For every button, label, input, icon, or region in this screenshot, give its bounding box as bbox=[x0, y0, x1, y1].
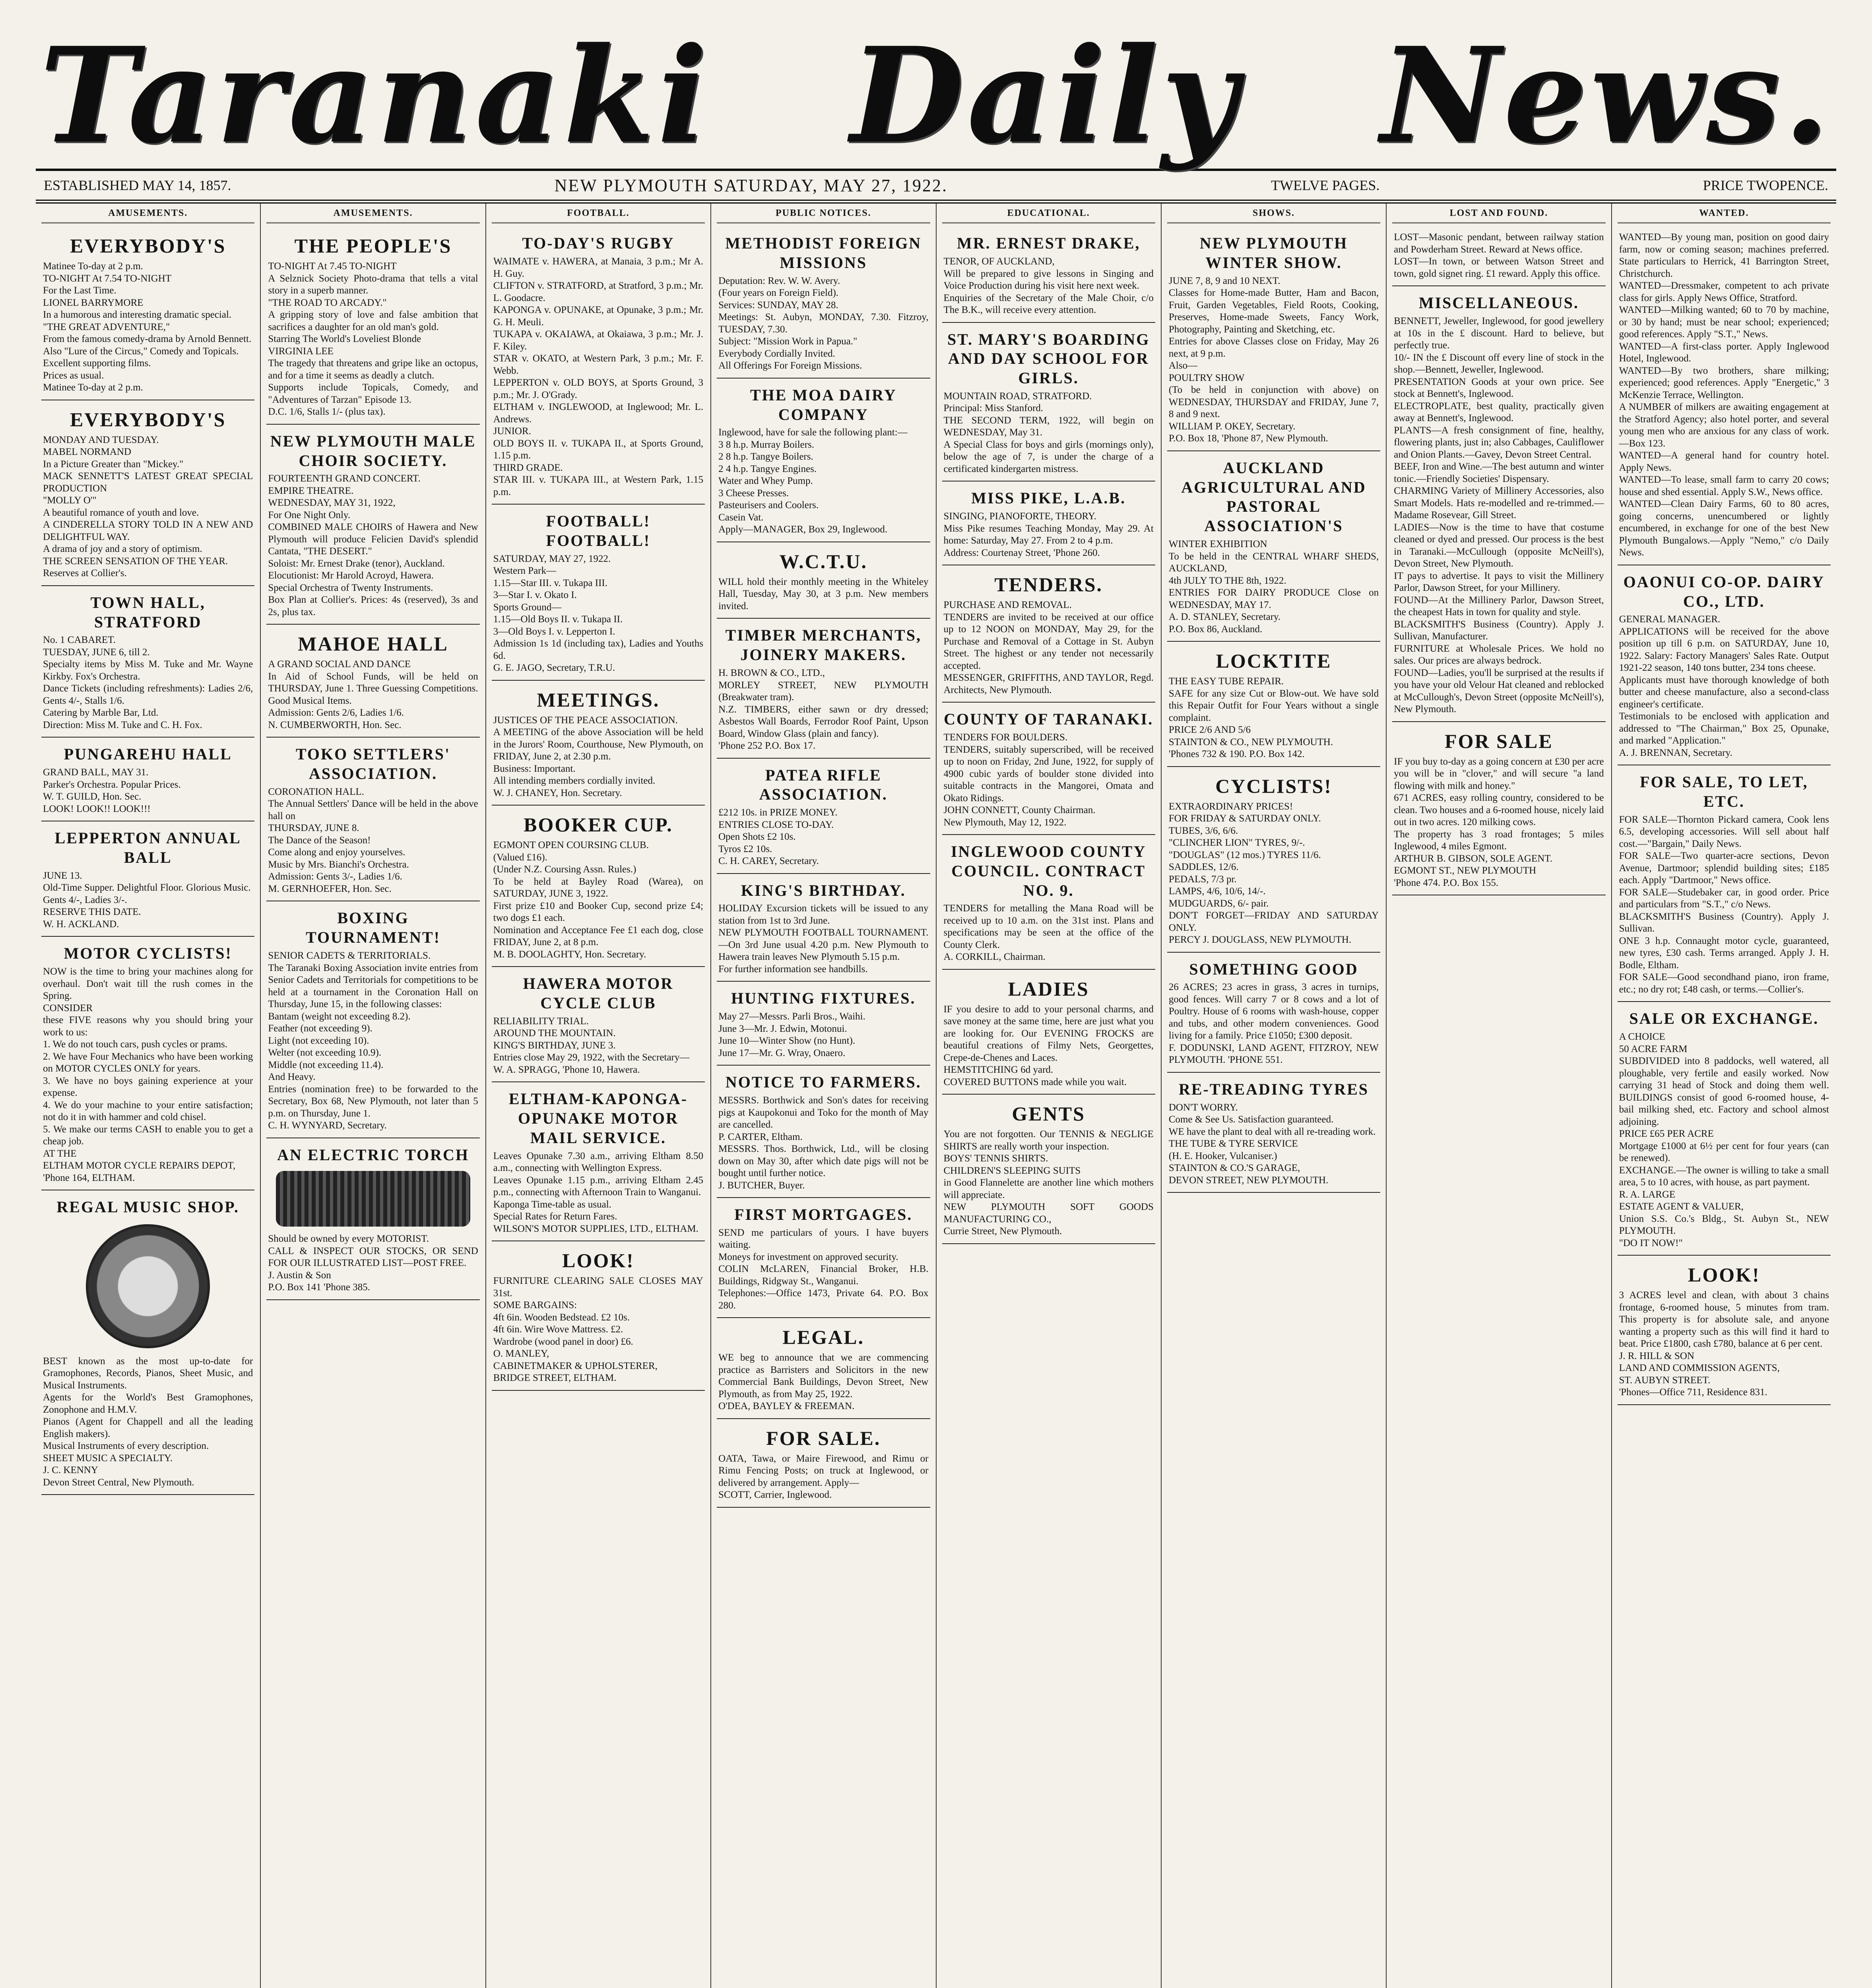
ad-body: You are not forgotten. Our TENNIS & NEGLIGE SHIRTS are really worth your inspection. BOYS' TENNIS SHIRTS. CHILDREN'S SLEEPING SUITS in Good Flannelette are another line which mothers will appreciate. NEW PLYMOUTH SOFT GOODS MANUFACTURING CO., Currie Street, New Plymouth. bbox=[943, 1129, 1154, 1237]
advertisement bbox=[942, 703, 1155, 835]
ad-title: EVERYBODY'S bbox=[70, 408, 226, 431]
ad-title: TOWN HALL, STRATFORD bbox=[90, 593, 206, 631]
ad-body: FURNITURE CLEARING SALE CLOSES MAY 31st. SOME BARGAINS: 4ft 6in. Wooden Bedstead. £2 10s. 4ft 6in. Wire Wove Mattress. £2. Wardrobe (wood panel in door) £6. O. MANLEY, CABINETMAKER & UPHOLSTERER, BRIDGE STREET, ELTHAM. bbox=[493, 1276, 704, 1384]
ad-title: LEGAL. bbox=[782, 1326, 865, 1349]
advertisement bbox=[942, 323, 1155, 482]
advertisement bbox=[942, 835, 1155, 970]
column-header: SHOWS. bbox=[1167, 204, 1380, 223]
advertisement bbox=[717, 1198, 930, 1318]
ad-body: TO-NIGHT At 7.45 TO-NIGHT A Selznick Society Photo-drama that tells a vital story in a superb manner. "THE ROAD TO ARCADY." A gripping story of love and false ambition that sacrifices a daughter for an old man's gold. Starring The World's Loveliest Blonde VIRGINIA LEE The tragedy that threatens and gripe like an octopus, and for a time it seems as deadly a clutch. Supports include Topicals, Comedy, and "Adventures of Tarzan" Episode 13. D.C. 1/6, Stalls 1/- (plus tax). bbox=[268, 261, 478, 417]
ad-body: WE beg to announce that we are commencing practice as Barristers and Solicitors in the new Commercial Bank Buildings, Devon Street, New Plymouth, as from May 25, 1922. O'DEA, BAYLEY & FREEMAN. bbox=[718, 1352, 929, 1412]
ad-title: FOR SALE, TO LET, ETC. bbox=[1640, 773, 1808, 811]
advertisement bbox=[492, 227, 705, 505]
ad-body: LOST—Masonic pendant, between railway station and Powderham Street. Reward at News office. LOST—In town, or between Watson Street and town, gold signet ring. £1 reward. Apply this office. bbox=[1394, 232, 1604, 279]
ad-body: IF you buy to-day as a going concern at £30 per acre you will be in "clover," and will secure "a land flowing with milk and honey." 671 ACRES, easy rolling country, considered to be clean. Two houses and a 6-roomed house, nicely laid out in two acres. 120 milking cows. The property has 3 road frontages; 5 miles Inglewood, 4 miles Egmont. ARTHUR B. GIBSON, SOLE AGENT. EGMONT ST., NEW PLYMOUTH 'Phone 474. P.O. Box 155. bbox=[1394, 756, 1604, 888]
ad-title: THE PEOPLE'S bbox=[294, 235, 452, 257]
ad-title: LADIES bbox=[1008, 977, 1089, 1000]
ad-title: BOXING TOURNAMENT! bbox=[306, 909, 441, 947]
advertisement bbox=[1392, 722, 1605, 896]
ad-body: £212 10s. in PRIZE MONEY. ENTRIES CLOSE TO-DAY. Open Shots £2 10s. Tyros £2 10s. C. H. CAREY, Secretary. bbox=[718, 807, 838, 867]
advertisement bbox=[1392, 286, 1605, 722]
advertisement bbox=[492, 806, 705, 967]
column-header: PUBLIC NOTICES. bbox=[717, 204, 930, 223]
advertisement bbox=[717, 874, 930, 982]
ad-body: RELIABILITY TRIAL. AROUND THE MOUNTAIN. KING'S BIRTHDAY, JUNE 3. Entries close May 29, 1922, with the Secretary— W. A. SPRAGG, 'Phone 10, Hawera. bbox=[493, 1015, 690, 1075]
ad-body: GENERAL MANAGER. APPLICATIONS will be received for the above position up till 6 p.m. on SATURDAY, June 10, 1922. Salary: Factory Managers' Sales Rate. Output 1921-22 season, 140 tons butter, 234 tons cheese. Applicants must have thorough knowledge of both butter and cheese manufacture, also a second-class engineer's certificate. Testimonials to be enclosed with application and addressed to "The Chairman," Box 25, Opunake, and marked "Application." A. J. BRENNAN, Secretary. bbox=[1619, 614, 1829, 758]
advertisement bbox=[1167, 451, 1380, 642]
ad-body: MOUNTAIN ROAD, STRATFORD. Principal: Miss Stanford. THE SECOND TERM, 1922, will begin on WEDNESDAY, May 31. A Special Class for boys and girls (mornings only), below the age of 7, is under the charge of a certificated kindergarten mistress. bbox=[943, 390, 1154, 474]
column-header: WANTED. bbox=[1618, 204, 1831, 223]
ad-body: A CHOICE 50 ACRE FARM SUBDIVIDED into 8 paddocks, well watered, all ploughable, very fertile and easily worked. Now carrying 31 head of Stock and doing them well. BUILDINGS consist of good 6-roomed house, 4-bail milking shed, etc. Factory and school almost adjoining. PRICE £65 PER ACRE Mortgage £1000 at 6½ per cent for four years (can be renewed). EXCHANGE.—The owner is willing to take a small area, 5 to 10 acres, with house, as part payment. R. A. LARGE ESTATE AGENT & VALUER, Union S.S. Co.'s Bldg., St. Aubyn St., NEW PLYMOUTH. "DO IT NOW!" bbox=[1619, 1031, 1829, 1248]
ad-body: EXTRAORDINARY PRICES! FOR FRIDAY & SATURDAY ONLY. TUBES, 3/6, 6/6. "CLINCHER LION" TYRES, 9/-. "DOUGLAS" (12 mos.) TYRES 11/6. SADDLES, 12/6. PEDALS, 7/3 pr. LAMPS, 4/6, 10/6, 14/-. MUDGUARDS, 6/- pair. DON'T FORGET—FRIDAY AND SATURDAY ONLY. PERCY J. DOUGLASS, NEW PLYMOUTH. bbox=[1168, 801, 1379, 945]
advertisement bbox=[717, 1066, 930, 1198]
advertisement bbox=[492, 681, 705, 806]
dateline bbox=[36, 173, 1836, 198]
ad-body: OATA, Tawa, or Maire Firewood, and Rimu or Rimu Fencing Posts; on truck at Inglewood, or delivered by arrangement. Apply— SCOTT, Carrier, Inglewood. bbox=[718, 1453, 929, 1501]
ad-title: AN ELECTRIC TORCH bbox=[277, 1145, 469, 1164]
advertisement bbox=[41, 738, 254, 821]
ad-body: BENNETT, Jeweller, Inglewood, for good jewellery at 10s in the £ discount. Hard to believe, but perfectly true. 10/- IN the £ Discount off every line of stock in the shop.—Bennett, Jeweller, Inglewood. PRESENTATION Goods at your own price. See stock at Bennett's, Inglewood. ELECTROPLATE, best quality, practically given away at Bennett's, Inglewood. PLANTS—A fresh consignment of fine, healthy, flowering plants, just in; also Cabbages, Cauliflower and Onion Plants.—Gavey, Devon Street Central. BEEF, Iron and Wine.—The best autumn and winter tonic.—Friendly Societies' Dispensary. CHARMING Variety of Millinery Accessories, also Smart Models. Hats re-modelled and re-trimmed.—Madame Rosevear, Gill Street. LADIES—Now is the time to have that costume cleaned or dyed and pressed. Our process is the best in Taranaki.—McCullough (opposite McNeill's), Devon Street, New Plymouth. IT pays to advertise. It pays to visit the Millinery Parlor, Dawson Street, for your Millinery. FOUND—At the Millinery Parlor, Dawson Street, the cheapest Hats in town for quality and style. BLACKSMITH'S Business (Country). Apply J. Sullivan, Manufacturer. FURNITURE at Wholesale Prices. We hold no sales. Our prices are always bedrock. FOUND—Ladies, you'll be surprised at the results if you have your old Velour Hat cleaned and reblocked at McCullough's, Devon Street (opposite McNeill's), New Plymouth. bbox=[1394, 316, 1604, 715]
ad-body: Deputation: Rev. W. W. Avery. (Four years on Foreign Field). Services: SUNDAY, MAY 28. Meetings: St. Aubyn, MONDAY, 7.30. Fitzroy, TUESDAY, 7.30. Subject: "Mission Work in Papua." Everybody Cordially Invited. All Offerings For Foreign Missions. bbox=[718, 275, 929, 371]
advertisement bbox=[492, 1082, 705, 1241]
ad-title: NOTICE TO FARMERS. bbox=[725, 1073, 921, 1091]
masthead-title-right: News. bbox=[1380, 18, 1832, 173]
column-7 bbox=[1387, 204, 1612, 1988]
ad-body: SENIOR CADETS & TERRITORIALS. The Taranaki Boxing Association invite entries from Senior Cadets and Territorials for competitions to be held at a tournament in the Coronation Hall on Thursday, June 15, in the following classes: Bantam (weight not exceeding 8.2). Feather (not exceeding 9). Light (not exceeding 10). Welter (not exceeding 10.9). Middle (not exceeding 11.4). And Heavy. Entries (nomination free) to be forwarded to the Secretary, Box 68, New Plymouth, not later than 5 p.m. on Thursday, June 1. C. H. WYNYARD, Secretary. bbox=[268, 950, 478, 1131]
ad-body: PURCHASE AND REMOVAL. TENDERS are invited to be received at our office up to 12 NOON on MONDAY, May 29, for the Purchase and Removal of a Cottage in St. Aubyn Street. The highest or any tender not necessarily accepted. MESSENGER, GRIFFITHS, AND TAYLOR, Regd. Architects, New Plymouth. bbox=[943, 600, 1154, 695]
ad-body: DON'T WORRY. Come & See Us. Satisfaction guaranteed. WE have the plant to deal with all re-treading work. THE TUBE & TYRE SERVICE (H. E. Hooker, Vulcaniser.) STAINTON & CO.'S GARAGE, DEVON STREET, NEW PLYMOUTH. bbox=[1168, 1102, 1376, 1186]
ad-body: No. 1 CABARET. TUESDAY, JUNE 6, till 2. Specialty items by Miss M. Tuke and Mr. Wayne Kirkby. Fox's Orchestra. Dance Tickets (including refreshments): Ladies 2/6, Gents 4/-, Stalls 1/6. Catering by Marble Bar, Ltd. Direction: Miss M. Tuke and C. H. Fox. bbox=[43, 635, 253, 730]
advertisement bbox=[717, 619, 930, 758]
ad-body: WINTER EXHIBITION To be held in the CENTRAL WHARF SHEDS, AUCKLAND, 4th JULY TO THE 8th, 1922. ENTRIES FOR DAIRY PRODUCE Close on WEDNESDAY, MAY 17. A. D. STANLEY, Secretary. P.O. Box 86, Auckland. bbox=[1168, 539, 1379, 635]
ad-title: AUCKLAND AGRICULTURAL AND PASTORAL ASSOCIATION'S bbox=[1181, 458, 1366, 535]
column-1 bbox=[36, 204, 261, 1988]
ad-title: ELTHAM-KAPONGA-OPUNAKE MOTOR MAIL SERVICE. bbox=[508, 1090, 688, 1147]
ad-title: SOMETHING GOOD bbox=[1189, 960, 1358, 978]
issue-date: NEW PLYMOUTH SATURDAY, MAY 27, 1922. bbox=[554, 175, 948, 195]
advertisement bbox=[266, 738, 479, 901]
advertisement bbox=[41, 227, 254, 400]
ad-title: FOOTBALL! FOOTBALL! bbox=[546, 512, 651, 549]
price: PRICE TWOPENCE. bbox=[1703, 177, 1828, 193]
advertisement bbox=[41, 937, 254, 1190]
ad-title: KING'S BIRTHDAY. bbox=[741, 881, 906, 899]
advertisement bbox=[717, 759, 930, 874]
ad-body: 3 ACRES level and clean, with about 3 chains frontage, 6-roomed house, 5 minutes from tram. This property is for absolute sale, and anyone wanting a property such as this will find it hard to beat. Price £1800, cash £780, balance at 6 per cent. J. R. HILL & SON LAND AND COMMISSION AGENTS, ST. AUBYN STREET. 'Phones—Office 711, Residence 831. bbox=[1619, 1290, 1829, 1398]
ad-title: MISS PIKE, L.A.B. bbox=[971, 489, 1126, 507]
ad-body: Leaves Opunake 7.30 a.m., arriving Eltham 8.50 a.m., connecting with Wellington Express. Leaves Opunake 1.15 p.m., arriving Eltham 2.45 p.m., connecting with Afternoon Train to Wanganui. Kaponga Time-table as usual. Special Rates for Return Fares. WILSON'S MOTOR SUPPLIES, LTD., ELTHAM. bbox=[493, 1150, 704, 1234]
his-masters-voice-logo bbox=[86, 1224, 210, 1348]
masthead-title-left: Taranaki bbox=[40, 18, 711, 173]
ad-title: FOR SALE. bbox=[766, 1427, 881, 1449]
column-header: AMUSEMENTS. bbox=[41, 204, 254, 223]
ad-title: LOOK! bbox=[1688, 1264, 1760, 1286]
advertisement bbox=[717, 379, 930, 542]
column-4 bbox=[711, 204, 936, 1988]
advertisement bbox=[1167, 953, 1380, 1073]
ad-title: TO-DAY'S RUGBY bbox=[522, 234, 675, 252]
ad-title: LOCKTITE bbox=[1216, 650, 1332, 672]
column-8 bbox=[1612, 204, 1836, 1988]
ad-title: EVERYBODY'S bbox=[70, 235, 226, 257]
dateline-rule bbox=[36, 200, 1836, 201]
ad-title: PATEA RIFLE ASSOCIATION. bbox=[759, 766, 888, 804]
ad-body: HOLIDAY Excursion tickets will be issued to any station from 1st to 3rd June. NEW PLYMOUTH FOOTBALL TOURNAMENT.—On 3rd June usual 4.20 p.m. New Plymouth to Hawera train leaves New Plymouth 5.15 p.m. For further information see handbills. bbox=[718, 903, 929, 975]
ad-title: FIRST MORTGAGES. bbox=[734, 1206, 913, 1224]
advertisement bbox=[1618, 1256, 1831, 1405]
ad-body: Should be owned by every MOTORIST. CALL & INSPECT OUR STOCKS, OR SEND FOR OUR ILLUSTRATED LIST—POST FREE. J. Austin & Son P.O. Box 141 'Phone 385. bbox=[268, 1233, 478, 1293]
columns-container bbox=[36, 202, 1836, 1988]
ad-body: Inglewood, have for sale the following plant:— 3 8 h.p. Murray Boilers. 2 8 h.p. Tangye Boilers. 2 4 h.p. Tangye Engines. Water and Whey Pump. 3 Cheese Presses. Pasteurisers and Coolers. Casein Vat. Apply—MANAGER, Box 29, Inglewood. bbox=[718, 427, 908, 535]
advertisement bbox=[717, 1419, 930, 1508]
ad-body: GRAND BALL, MAY 31. Parker's Orchestra. Popular Prices. W. T. GUILD, Hon. Sec. LOOK! LOOK!! LOOK!!! bbox=[43, 767, 181, 814]
established-date: ESTABLISHED MAY 14, 1857. bbox=[44, 177, 231, 193]
ad-title: HUNTING FIXTURES. bbox=[731, 989, 916, 1008]
advertisement bbox=[1167, 227, 1380, 451]
advertisement bbox=[1167, 642, 1380, 767]
column-6 bbox=[1162, 204, 1387, 1988]
advertisement bbox=[266, 227, 479, 425]
advertisement bbox=[942, 481, 1155, 565]
column-3 bbox=[486, 204, 711, 1988]
ad-title: W.C.T.U. bbox=[779, 550, 867, 573]
ad-title: TOKO SETTLERS' ASSOCIATION. bbox=[295, 745, 451, 783]
ad-body: MESSRS. Borthwick and Son's dates for receiving pigs at Kaupokonui and Toko for the month of May are cancelled. P. CARTER, Eltham. MESSRS. Thos. Borthwick, Ltd., will be closing down on May 30, after which date pigs will not be bought until further notice. J. BUTCHER, Buyer. bbox=[718, 1095, 929, 1191]
ad-title: OAONUI CO-OP. DAIRY CO., LTD. bbox=[1623, 573, 1825, 610]
advertisement bbox=[1392, 227, 1605, 286]
ad-title: MISCELLANEOUS. bbox=[1418, 294, 1579, 312]
masthead-title-center: Daily bbox=[850, 18, 1241, 173]
advertisement bbox=[942, 227, 1155, 322]
advertisement bbox=[1167, 1073, 1380, 1193]
ad-title: RE-TREADING TYRES bbox=[1178, 1080, 1369, 1098]
ad-title: CYCLISTS! bbox=[1215, 775, 1332, 797]
ad-title: BOOKER CUP. bbox=[524, 813, 673, 836]
electric-torch-illustration bbox=[276, 1171, 470, 1227]
ad-title: ST. MARY'S BOARDING AND DAY SCHOOL FOR GIRLS. bbox=[947, 330, 1150, 387]
advertisement bbox=[266, 625, 479, 738]
ad-body: WANTED—By young man, position on good dairy farm, now or coming season; machines preferred. State particulars to Herrick, 41 Barrington Street, Christchurch. WANTED—Dressmaker, competent to ach private class for girls. Apply News Office, Stratford. WANTED—Milking wanted; 60 to 70 by machine, or 30 by hand; must be near school; experienced; good references. Apply "S.T.," News. WANTED—A first-class porter. Apply Inglewood Hotel, Inglewood. WANTED—By two brothers, share milking; experienced; good references. Apply "Energetic," 3 McKenzie Terrace, Wellington. A NUMBER of milkers are awaiting engagement at the Stratford Agency; also hotel porter, and several young men who are anxious for any class of work.—Box 123. WANTED—A general hand for country hotel. Apply News. WANTED—To lease, small farm to carry 20 cows; house and shed essential. Apply S.W., News office. WANTED—Clean Dairy Farms, 60 to 80 acres, going concerns, unencumbered or lightly encumbered, in exchange for one of the best New Plymouth Bungalows.—Apply "Nemo," c/o Daily News. bbox=[1619, 232, 1829, 558]
ad-title: TIMBER MERCHANTS, JOINERY MAKERS. bbox=[725, 626, 921, 664]
column-header: FOOTBALL. bbox=[492, 204, 705, 223]
advertisement bbox=[1618, 1002, 1831, 1256]
advertisement bbox=[717, 542, 930, 619]
ad-body: JUSTICES OF THE PEACE ASSOCIATION. A MEETING of the above Association will be held in the Jurors' Room, Courthouse, New Plymouth, on FRIDAY, June 2, at 2.30 p.m. Business: Important. All intending members cordially invited. W. J. CHANEY, Hon. Secretary. bbox=[493, 714, 704, 798]
ad-body: CORONATION HALL. The Annual Settlers' Dance will be held in the above hall on THURSDAY, JUNE 8. The Dance of the Season! Come along and enjoy yourselves. Music by Mrs. Bianchi's Orchestra. Admission: Gents 3/-, Ladies 1/6. M. GERNHOEFER, Hon. Sec. bbox=[268, 786, 478, 894]
ad-body: BEST known as the most up-to-date for Gramophones, Records, Pianos, Sheet Music, and Musical Instruments. Agents for the World's Best Gramophones, Zonophone and H.M.V. Pianos (Agent for Chappell and all the leading English makers). Musical Instruments of every description. SHEET MUSIC A SPECIALTY. J. C. KENNY Devon Street Central, New Plymouth. bbox=[43, 1355, 253, 1488]
ad-title: INGLEWOOD COUNTY COUNCIL. CONTRACT NO. 9. bbox=[951, 843, 1146, 899]
advertisement bbox=[266, 425, 479, 625]
ad-body: TENDERS FOR BOULDERS. TENDERS, suitably superscribed, will be received up to noon on Friday, 2nd June, 1922, for supply of 4900 cubic yards of boulder stone divided into suitable contracts in the Mangorei, Omata and Okato Ridings. JOHN CONNETT, County Chairman. New Plymouth, May 12, 1922. bbox=[943, 732, 1154, 828]
ad-body: TENDERS for metalling the Mana Road will be received up to 10 a.m. on the 31st inst. Plans and specifications may be seen at the office of the County Clerk. A. CORKILL, Chairman. bbox=[943, 903, 1154, 963]
ad-body: WAIMATE v. HAWERA, at Manaia, 3 p.m.; Mr A. H. Guy. CLIFTON v. STRATFORD, at Stratford, 3 p.m.; Mr. L. Goodacre. KAPONGA v. OPUNAKE, at Opunake, 3 p.m.; Mr. G. H. Meuli. TUKAPA v. OKAIAWA, at Okaiawa, 3 p.m.; Mr. J. F. Kiley. STAR v. OKATO, at Western Park, 3 p.m.; Mr. F. Webb. LEPPERTON v. OLD BOYS, at Sports Ground, 3 p.m.; Mr. J. O'Grady. ELTHAM v. INGLEWOOD, at Inglewood; Mr. L. Andrews. JUNIOR. OLD BOYS II. v. TUKAPA II., at Sports Ground, 1.15 p.m. THIRD GRADE. STAR III. v. TUKAPA III., at Western Park, 1.15 p.m. bbox=[493, 256, 704, 497]
ad-body: EGMONT OPEN COURSING CLUB. (Valued £16). (Under N.Z. Coursing Assn. Rules.) To be held at Bayley Road (Warea), on SATURDAY, JUNE 3, 1922. First prize £10 and Booker Cup, second prize £4; two dogs £1 each. Nomination and Acceptance Fee £1 each dog, close FRIDAY, June 2, at 8 p.m. M. B. DOOLAGHTY, Hon. Secretary. bbox=[493, 840, 704, 960]
advertisement bbox=[717, 1318, 930, 1419]
column-2 bbox=[261, 204, 486, 1988]
ad-title: LOOK! bbox=[562, 1249, 634, 1272]
ad-body: TENOR, OF AUCKLAND, Will be prepared to give lessons in Singing and Voice Production during his visit here next week. Enquiries of the Secretary of the Male Choir, c/o The B.K., will receive every attention. bbox=[943, 256, 1154, 316]
ad-title: PUNGAREHU HALL bbox=[64, 745, 232, 763]
ad-title: MEETINGS. bbox=[537, 688, 660, 711]
advertisement bbox=[717, 227, 930, 379]
advertisement bbox=[942, 565, 1155, 703]
advertisement bbox=[41, 400, 254, 586]
column-header: LOST AND FOUND. bbox=[1392, 204, 1605, 223]
ad-body: JUNE 7, 8, 9 and 10 NEXT. Classes for Home-made Butter, Ham and Bacon, Fruit, Garden Vegetables, Field Roots, Cooking, Preserves, Home-made Sweets, Fancy Work, Photography, Painting and Sketching, etc. Entries for above Classes close on Friday, May 26 next, at 9 p.m. Also— POULTRY SHOW (To be held in conjunction with above) on WEDNESDAY, THURSDAY and FRIDAY, June 7, 8 and 9 next. WILLIAM P. OKEY, Secretary. P.O. Box 18, 'Phone 87, New Plymouth. bbox=[1168, 275, 1379, 444]
advertisement bbox=[1618, 765, 1831, 1002]
advertisement bbox=[942, 1095, 1155, 1244]
advertisement bbox=[266, 901, 479, 1138]
ad-body: THE EASY TUBE REPAIR. SAFE for any size Cut or Blow-out. We have sold this Repair Outfit for Four Years without a single complaint. PRICE 2/6 AND 5/6 STAINTON & CO., NEW PLYMOUTH. 'Phones 732 & 190. P.O. Box 142. bbox=[1168, 676, 1379, 760]
advertisement bbox=[1618, 565, 1831, 766]
ad-title: NEW PLYMOUTH MALE CHOIR SOCIETY. bbox=[270, 432, 476, 470]
ad-title: MR. ERNEST DRAKE, bbox=[956, 234, 1141, 252]
ad-title: COUNTY OF TARANAKI. bbox=[944, 710, 1154, 728]
advertisement bbox=[41, 821, 254, 937]
advertisement bbox=[266, 1138, 479, 1300]
advertisement bbox=[1167, 767, 1380, 953]
ad-title: TENDERS. bbox=[994, 573, 1103, 596]
column-5 bbox=[937, 204, 1162, 1988]
ad-title: METHODIST FOREIGN MISSIONS bbox=[725, 234, 922, 272]
ad-title: GENTS bbox=[1012, 1103, 1085, 1125]
ad-body: JUNE 13. Old-Time Supper. Delightful Floor. Glorious Music. Gents 4/-, Ladies 3/-. RESERVE THIS DATE. W. H. ACKLAND. bbox=[43, 870, 251, 930]
advertisement bbox=[942, 970, 1155, 1095]
ad-title: HAWERA MOTOR CYCLE CLUB bbox=[523, 975, 674, 1012]
ad-body: SINGING, PIANOFORTE, THEORY. Miss Pike resumes Teaching Monday, May 29. At home: Saturday, May 27. From 2 to 4 p.m. Address: Courtenay Street, 'Phone 260. bbox=[943, 511, 1154, 558]
advertisement bbox=[492, 505, 705, 681]
ad-title: SALE OR EXCHANGE. bbox=[1629, 1010, 1819, 1028]
ad-body: SEND me particulars of yours. I have buyers waiting. Moneys for investment on approved security. COLIN McLAREN, Financial Broker, H.B. Buildings, Ridgway St., Wanganui. Telephones:—Office 1473, Private 64. P.O. Box 280. bbox=[718, 1227, 929, 1311]
ad-body: FOR SALE—Thornton Pickard camera, Cook lens 6.5, developing accessories. Will sell about half cost.—"Bargain," Daily News. FOR SALE—Two quarter-acre sections, Devon Avenue, Dartmoor; splendid building sites; £185 each. Apply "Dartmoor," News office. FOR SALE—Studebaker car, in good order. Price and particulars from "S.T.," c/o News. BLACKSMITH'S Business (Country). Apply J. Sullivan. ONE 3 h.p. Connaught motor cycle, guaranteed, new tyres, £30 cash. Terms arranged. Apply J. H. Bodle, Eltham. FOR SALE—Good secondhand piano, iron frame, etc.; no dry rot; £48 cash, or terms.—Collier's. bbox=[1619, 814, 1829, 995]
ad-body: May 27—Messrs. Parli Bros., Waihi. June 3—Mr. J. Edwin, Motonui. June 10—Winter Show (no Hunt). June 17—Mr. G. Wray, Onaero. bbox=[718, 1011, 865, 1058]
ad-body: WILL hold their monthly meeting in the Whiteley Hall, Tuesday, May 30, at 3 p.m. New members invited. bbox=[718, 576, 929, 612]
ad-body: H. BROWN & CO., LTD., MORLEY STREET, NEW PLYMOUTH (Breakwater tram). N.Z. TIMBERS, either sawn or dry dressed; Asbestos Wall Boards, Ferrodor Roof Paint, Upson Board, Window Glass (plain and fancy). 'Phone 252 P.O. Box 17. bbox=[718, 668, 929, 751]
page-count: TWELVE PAGES. bbox=[1271, 177, 1380, 193]
ad-title: REGAL MUSIC SHOP. bbox=[56, 1198, 239, 1216]
ad-title: FOR SALE bbox=[1445, 730, 1553, 752]
column-header: EDUCATIONAL. bbox=[942, 204, 1155, 223]
advertisement bbox=[492, 1241, 705, 1391]
ad-body: A GRAND SOCIAL AND DANCE In Aid of School Funds, will be held on THURSDAY, June 1. Three Guessing Competitions. Good Musical Items. Admission: Gents 2/6, Ladies 1/6. N. CUMBERWORTH, Hon. Sec. bbox=[268, 659, 478, 730]
ad-body: IF you desire to add to your personal charms, and save money at the same time, here are just what you are looking for. Our EVENING FROCKS are beautiful creations of Filmy Nets, Georgettes, Crepe-de-Chenes and Laces. HEMSTITCHING 6d yard. COVERED BUTTONS made while you wait. bbox=[943, 1004, 1154, 1087]
ad-title: NEW PLYMOUTH WINTER SHOW. bbox=[1199, 234, 1348, 272]
ad-title: LEPPERTON ANNUAL BALL bbox=[54, 829, 241, 866]
ad-body: NOW is the time to bring your machines along for overhaul. Don't wait till the rush comes in the Spring. CONSIDER these FIVE reasons why you should bring your work to us: 1. We do not touch cars, push cycles or prams. 2. We have Four Mechanics who have been working on MOTOR CYCLES ONLY for years. 3. We have no boys gaining experience at your expense. 4. We do your machine to your entire satisfaction; not do it in with hammer and cold chisel. 5. We make our terms CASH to enable you to get a cheap job. AT THE ELTHAM MOTOR CYCLE REPAIRS DEPOT, 'Phone 164, ELTHAM. bbox=[43, 966, 253, 1183]
ad-body: SATURDAY, MAY 27, 1922. Western Park— 1.15—Star III. v. Tukapa III. 3—Star I. v. Okato I. Sports Ground— 1.15—Old Boys II. v. Tukapa II. 3—Old Boys I. v. Lepperton I. Admission 1s 1d (including tax), Ladies and Youths 6d. G. E. JAGO, Secretary, T.R.U. bbox=[493, 553, 704, 674]
masthead bbox=[36, 0, 1836, 173]
advertisement bbox=[1618, 227, 1831, 565]
ad-body: MONDAY AND TUESDAY. MABEL NORMAND In a Picture Greater than "Mickey." MACK SENNETT'S LATEST GREAT SPECIAL PRODUCTION "MOLLY O'" A beautiful romance of youth and love. A CINDERELLA STORY TOLD IN A NEW AND DELIGHTFUL WAY. A drama of joy and a story of optimism. THE SCREEN SENSATION OF THE YEAR. Reserves at Collier's. bbox=[43, 434, 253, 579]
advertisement bbox=[41, 586, 254, 738]
ad-title: MOTOR CYCLISTS! bbox=[64, 944, 232, 963]
advertisement bbox=[41, 1190, 254, 1495]
ad-body: Matinee To-day at 2 p.m. TO-NIGHT At 7.54 TO-NIGHT For the Last Time. LIONEL BARRYMORE In a humorous and interesting dramatic special. "THE GREAT ADVENTURE," From the famous comedy-drama by Arnold Bennett. Also "Lure of the Circus," Comedy and Topicals. Excellent supporting films. Prices as usual. Matinee To-day at 2 p.m. bbox=[43, 261, 252, 393]
ad-title: MAHOE HALL bbox=[298, 633, 448, 655]
advertisement bbox=[717, 982, 930, 1066]
column-header: AMUSEMENTS. bbox=[266, 204, 479, 223]
advertisement bbox=[492, 967, 705, 1082]
ad-body: FOURTEENTH GRAND CONCERT. EMPIRE THEATRE. WEDNESDAY, MAY 31, 1922, For One Night Only. COMBINED MALE CHOIRS of Hawera and New Plymouth will produce Felicien David's splendid Cantata, "THE DESERT." Soloist: Mr. Ernest Drake (tenor), Auckland. Elocutionist: Mr Harold Acroyd, Hawera. Special Orchestra of Twenty Instruments. Box Plan at Collier's. Prices: 4s (reserved), 3s and 2s, plus tax. bbox=[268, 473, 478, 617]
ad-body: 26 ACRES; 23 acres in grass, 3 acres in turnips, good fences. Will carry 7 or 8 cows and a lot of Poultry. House of 6 rooms with wash-house, copper and tubs, and other modern conveniences. Good living for a family. Price £1050; £300 deposit. F. DODUNSKI, LAND AGENT, FITZROY, NEW PLYMOUTH. 'PHONE 551. bbox=[1168, 982, 1379, 1066]
ad-title: THE MOA DAIRY COMPANY bbox=[750, 386, 897, 423]
